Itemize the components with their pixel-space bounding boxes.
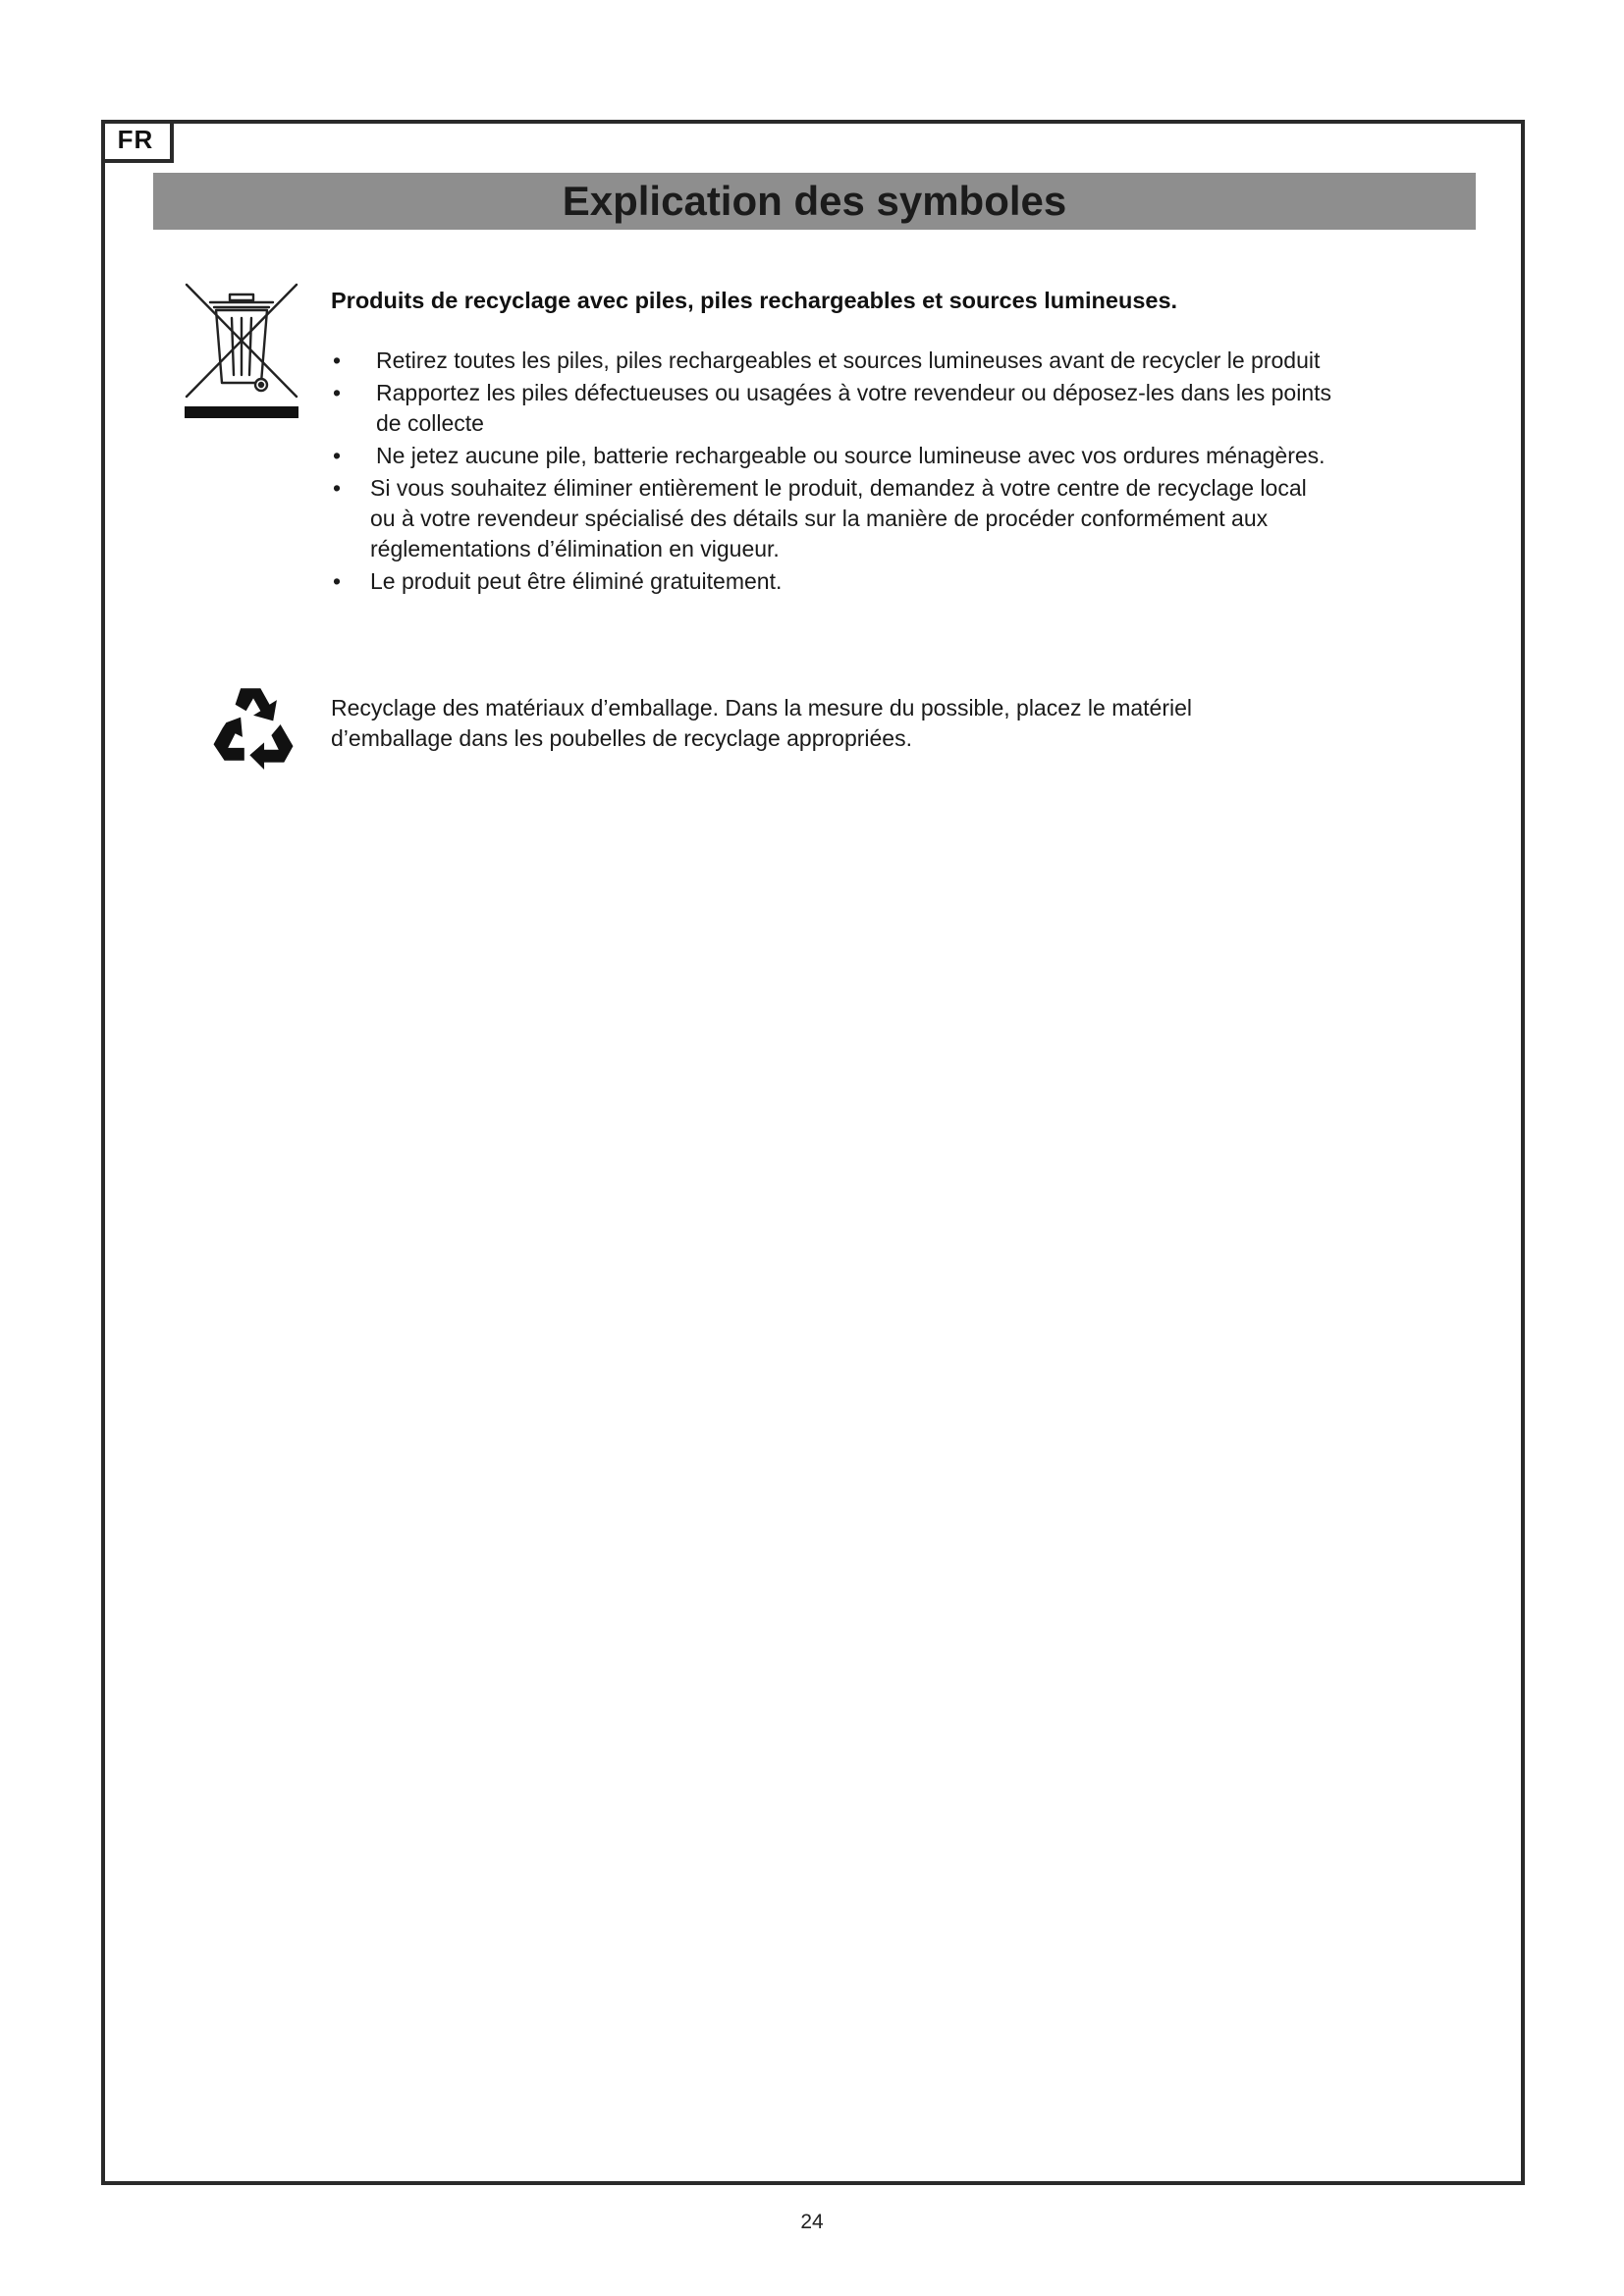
list-item-text: Rapportez les piles défectueuses ou usagées à votre revendeur ou déposez-les dans les points de collecte — [376, 380, 1331, 436]
bullet-icon: • — [333, 380, 342, 405]
list-item — [331, 566, 1332, 597]
bullet-icon: • — [333, 475, 342, 501]
packaging-recycling-text: Recyclage des matériaux d’emballage. Dans la mesure du possible, placez le matériel d’emballage dans les poubelles de recyclage appropriées. — [331, 695, 1192, 751]
list-item-text: Si vous souhaitez éliminer entièrement le produit, demandez à votre centre de recyclage local ou à votre revendeur spécialisé des détails sur la manière de procéder conformément aux réglementations d’élimination en vigueur. — [370, 475, 1307, 561]
list-item-text: Retirez toutes les piles, piles rechargeables et sources lumineuses avant de recycler le produit — [376, 347, 1321, 373]
bullet-icon: • — [333, 443, 342, 468]
list-item — [331, 346, 1332, 376]
page-title: Explication des symboles — [153, 173, 1476, 230]
crossed-out-wheelie-bin-icon — [183, 281, 300, 420]
list-item — [331, 441, 1332, 471]
battery-section-heading: Produits de recyclage avec piles, piles rechargeables et sources lumineuses. — [331, 288, 1178, 313]
page-number: 24 — [800, 2211, 824, 2233]
list-item — [331, 378, 1332, 439]
list-item-text: Le produit peut être éliminé gratuitement. — [370, 568, 783, 594]
bullet-icon: • — [333, 347, 342, 373]
list-item — [331, 473, 1332, 564]
list-item-text: Ne jetez aucune pile, batterie rechargeable ou source lumineuse avec vos ordures ménagères. — [376, 443, 1326, 468]
language-tab: FR — [101, 120, 174, 163]
bullet-icon: • — [333, 568, 342, 594]
battery-instructions-list — [331, 346, 1332, 599]
recycle-icon — [208, 679, 298, 770]
